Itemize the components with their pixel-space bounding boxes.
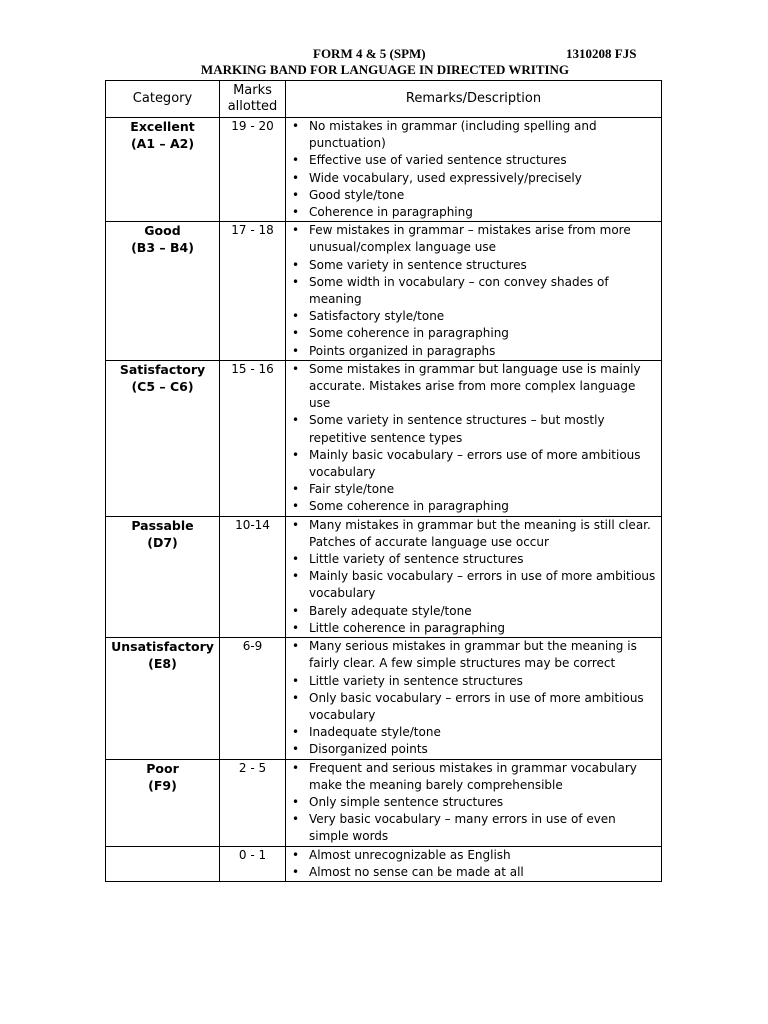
header-marks — [220, 81, 286, 118]
remark-item: • Frequent and serious mistakes in grammar vocabulary make the meaning barely comprehensible — [286, 760, 657, 794]
remarks-list — [286, 847, 661, 881]
remark-item: • Many mistakes in grammar but the meaning is still clear. Patches of accurate language use occur — [286, 517, 657, 551]
marks-value: 10-14 — [235, 517, 270, 532]
header-marks-line1: Marks — [233, 83, 272, 98]
remarks-cell — [286, 222, 662, 361]
remark-item: • Points organized in paragraphs — [286, 343, 657, 360]
category-grade: (C5 – C6) — [131, 379, 194, 395]
remark-item: • Some width in vocabulary – con convey shades of meaning — [286, 274, 657, 308]
category-grade: (A1 – A2) — [130, 136, 195, 152]
table-row — [106, 759, 662, 846]
marks-value: 15 - 16 — [231, 361, 274, 376]
remark-item: • Mainly basic vocabulary – errors in use of more ambitious vocabulary — [286, 568, 657, 602]
page-header — [0, 0, 768, 80]
category-cell — [106, 846, 220, 881]
header-remarks: Remarks/Description — [286, 81, 662, 118]
category-grade: (B3 – B4) — [131, 240, 194, 256]
remarks-list — [286, 361, 661, 516]
table-row — [106, 360, 662, 516]
category-cell — [106, 360, 220, 516]
marks-cell — [220, 516, 286, 637]
remarks-list — [286, 760, 661, 846]
remark-item: • Mainly basic vocabulary – errors use of more ambitious vocabulary — [286, 447, 657, 481]
remark-item: • Some coherence in paragraphing — [286, 498, 657, 515]
remark-item: • Disorganized points — [286, 741, 657, 758]
remark-item: • Some variety in sentence structures — [286, 257, 657, 274]
remark-item: • Fair style/tone — [286, 481, 657, 498]
category-name: Good — [144, 223, 181, 239]
marking-band-table — [105, 80, 662, 882]
header-category: Category — [106, 81, 220, 118]
remarks-cell — [286, 759, 662, 846]
remark-item: • Wide vocabulary, used expressively/precisely — [286, 170, 657, 187]
remark-item: • Some variety in sentence structures – but mostly repetitive sentence types — [286, 412, 657, 446]
remark-item: • Satisfactory style/tone — [286, 308, 657, 325]
category-grade: (F9) — [148, 777, 177, 793]
category-cell — [106, 516, 220, 637]
remarks-list — [286, 222, 661, 360]
page-title — [0, 62, 768, 78]
remarks-cell — [286, 516, 662, 637]
remarks-cell — [286, 360, 662, 516]
table-row — [106, 638, 662, 759]
table-row — [106, 118, 662, 222]
remark-item: • Good style/tone — [286, 187, 657, 204]
category-name: Poor — [146, 760, 179, 776]
remark-item: • Few mistakes in grammar – mistakes arise from more unusual/complex language use — [286, 222, 657, 256]
table-row — [106, 222, 662, 361]
category-name: Satisfactory — [119, 361, 206, 377]
remark-item: • Only simple sentence structures — [286, 794, 657, 811]
remark-item: • Only basic vocabulary – errors in use of more ambitious vocabulary — [286, 690, 657, 724]
category-name: Passable — [131, 517, 194, 533]
table-row — [106, 516, 662, 637]
category-grade: (E8) — [148, 656, 177, 672]
remark-item: • Almost no sense can be made at all — [286, 864, 657, 881]
document-code: 1310208 FJS — [566, 46, 637, 61]
remarks-list — [286, 517, 661, 637]
marks-cell — [220, 360, 286, 516]
marks-cell — [220, 222, 286, 361]
category-name: Unsatisfactory — [111, 639, 214, 655]
remarks-list — [286, 118, 661, 221]
category-cell — [106, 222, 220, 361]
marks-value: 17 - 18 — [231, 223, 274, 238]
remarks-cell — [286, 638, 662, 759]
remark-item: • Many serious mistakes in grammar but the meaning is fairly clear. A few simple structures may be correct — [286, 638, 657, 672]
category-cell — [106, 118, 220, 222]
remark-item: • Little coherence in paragraphing — [286, 620, 657, 637]
remark-item: • Some mistakes in grammar but language use is mainly accurate. Mistakes arise from more complex language use — [286, 361, 657, 413]
remark-item: • No mistakes in grammar (including spelling and punctuation) — [286, 118, 657, 152]
marks-value: 2 - 5 — [238, 760, 267, 775]
remark-item: • Little variety in sentence structures — [286, 673, 657, 690]
marks-cell — [220, 846, 286, 881]
marks-value: 6-9 — [242, 639, 263, 654]
form-label: FORM 4 & 5 (SPM) — [313, 46, 426, 61]
marks-value: 0 - 1 — [238, 847, 267, 862]
remark-item: • Effective use of varied sentence structures — [286, 152, 657, 169]
table-row — [106, 846, 662, 881]
remark-item: • Almost unrecognizable as English — [286, 847, 657, 864]
remark-item: • Little variety of sentence structures — [286, 551, 657, 568]
marks-cell — [220, 638, 286, 759]
remark-item: • Inadequate style/tone — [286, 724, 657, 741]
category-name: Excellent — [130, 119, 195, 134]
remark-item: • Some coherence in paragraphing — [286, 325, 657, 342]
header-marks-line2: allotted — [227, 99, 278, 114]
table-header-row — [106, 81, 662, 118]
marks-cell — [220, 759, 286, 846]
remarks-cell — [286, 118, 662, 222]
category-cell — [106, 638, 220, 759]
marks-cell — [220, 118, 286, 222]
remark-item: • Coherence in paragraphing — [286, 204, 657, 221]
page-title-text: MARKING BAND FOR LANGUAGE IN DIRECTED WRITING — [200, 62, 570, 77]
remarks-list — [286, 638, 661, 758]
category-grade: (D7) — [147, 534, 178, 550]
marks-value: 19 - 20 — [231, 119, 274, 133]
remarks-cell — [286, 846, 662, 881]
remark-item: • Very basic vocabulary – many errors in use of even simple words — [286, 811, 657, 845]
table-body — [106, 118, 662, 882]
remark-item: • Barely adequate style/tone — [286, 603, 657, 620]
category-cell — [106, 759, 220, 846]
